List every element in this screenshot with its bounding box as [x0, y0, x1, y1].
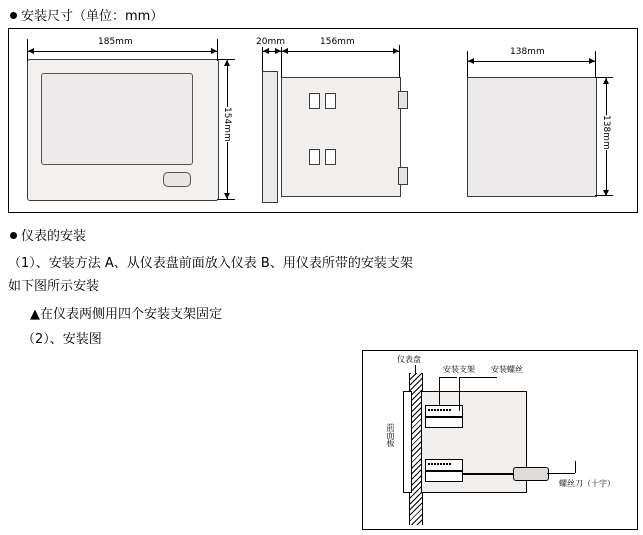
- side-view-vent: [309, 149, 320, 165]
- mounting-bracket-lower-teeth: [428, 463, 451, 465]
- paragraph-line-3: ▲在仪表两侧用四个安装支架固定: [30, 307, 222, 322]
- label-front-panel: 前面板: [386, 423, 395, 447]
- mounting-bracket-lower: [425, 459, 463, 471]
- dim-line-front-width: [27, 51, 217, 52]
- mounting-bracket-upper-teeth: [428, 409, 451, 411]
- dim-tick: [595, 51, 596, 77]
- dim-arrow: [468, 58, 474, 64]
- side-view-bezel: [262, 71, 278, 203]
- dim-arrow: [282, 48, 288, 54]
- bullet-icon: [10, 232, 17, 239]
- front-view-button: [163, 172, 191, 187]
- dim-arrow: [263, 48, 269, 54]
- leader-line: [459, 377, 497, 378]
- dim-tick: [399, 45, 400, 77]
- side-view-mount-lug: [398, 167, 408, 185]
- side-view-mount-lug: [398, 91, 408, 109]
- label-mounting-bracket: 安装支架: [443, 365, 475, 374]
- instrument-front-bezel: [403, 391, 412, 493]
- dim-label-front-height: 154mm: [222, 107, 232, 142]
- side-view-vent: [325, 149, 336, 165]
- rear-view-body: [467, 77, 597, 197]
- dim-arrow: [603, 78, 609, 84]
- label-instrument-panel: 仪表盘: [397, 355, 421, 364]
- label-mounting-screw: 安装螺丝: [491, 365, 523, 374]
- dim-label-rear-height: 138mm: [601, 115, 611, 150]
- side-view-body: [281, 77, 401, 197]
- leader-line: [547, 473, 575, 474]
- section-heading-dimensions: [10, 8, 163, 26]
- label-screwdriver: 螺丝刀（十字）: [559, 479, 615, 488]
- dim-arrow: [224, 193, 230, 199]
- dim-line-side-depth: [281, 51, 399, 52]
- mounting-bracket-upper: [425, 405, 463, 417]
- paragraph-line-2: 如下图所示安装: [8, 279, 100, 294]
- dim-arrow: [211, 48, 217, 54]
- dim-label-side-thickness: 20mm: [256, 37, 285, 47]
- dim-arrow: [224, 60, 230, 66]
- dimension-drawing: [8, 28, 638, 213]
- dim-label-side-depth: 156mm: [320, 37, 355, 47]
- front-view-display: [41, 73, 193, 165]
- dim-label-rear-width: 138mm: [510, 47, 545, 57]
- side-view-vent: [309, 93, 320, 109]
- dim-arrow: [393, 48, 399, 54]
- dim-arrow: [589, 58, 595, 64]
- dim-arrow: [28, 48, 34, 54]
- installation-drawing: [362, 350, 638, 530]
- section-heading-installation-text: 仪表的安装: [21, 229, 87, 244]
- paragraph-line-4: （2）、安装图: [22, 332, 102, 347]
- leader-line: [575, 461, 576, 473]
- dim-line-rear-width: [467, 61, 595, 62]
- leader-line: [439, 377, 457, 378]
- mounting-bracket-upper-plate: [425, 417, 463, 428]
- dim-label-front-width: 185mm: [98, 37, 133, 47]
- dim-tick: [467, 51, 468, 77]
- leader-line: [459, 377, 460, 411]
- screwdriver-handle: [513, 467, 549, 481]
- dim-arrow: [603, 190, 609, 196]
- dim-tick: [217, 199, 235, 200]
- bullet-icon: [10, 12, 17, 19]
- section-heading-installation: [10, 228, 86, 246]
- mounting-bracket-lower-plate: [425, 471, 463, 482]
- leader-line: [439, 377, 440, 405]
- leader-line: [415, 365, 416, 375]
- dim-tick: [217, 39, 218, 61]
- side-view-vent: [325, 93, 336, 109]
- paragraph-line-1: （1）、安装方法 A、从仪表盘前面放入仪表 B、用仪表所带的安装支架: [8, 256, 413, 271]
- section-heading-dimensions-text: 安装尺寸（单位：mm）: [21, 9, 164, 24]
